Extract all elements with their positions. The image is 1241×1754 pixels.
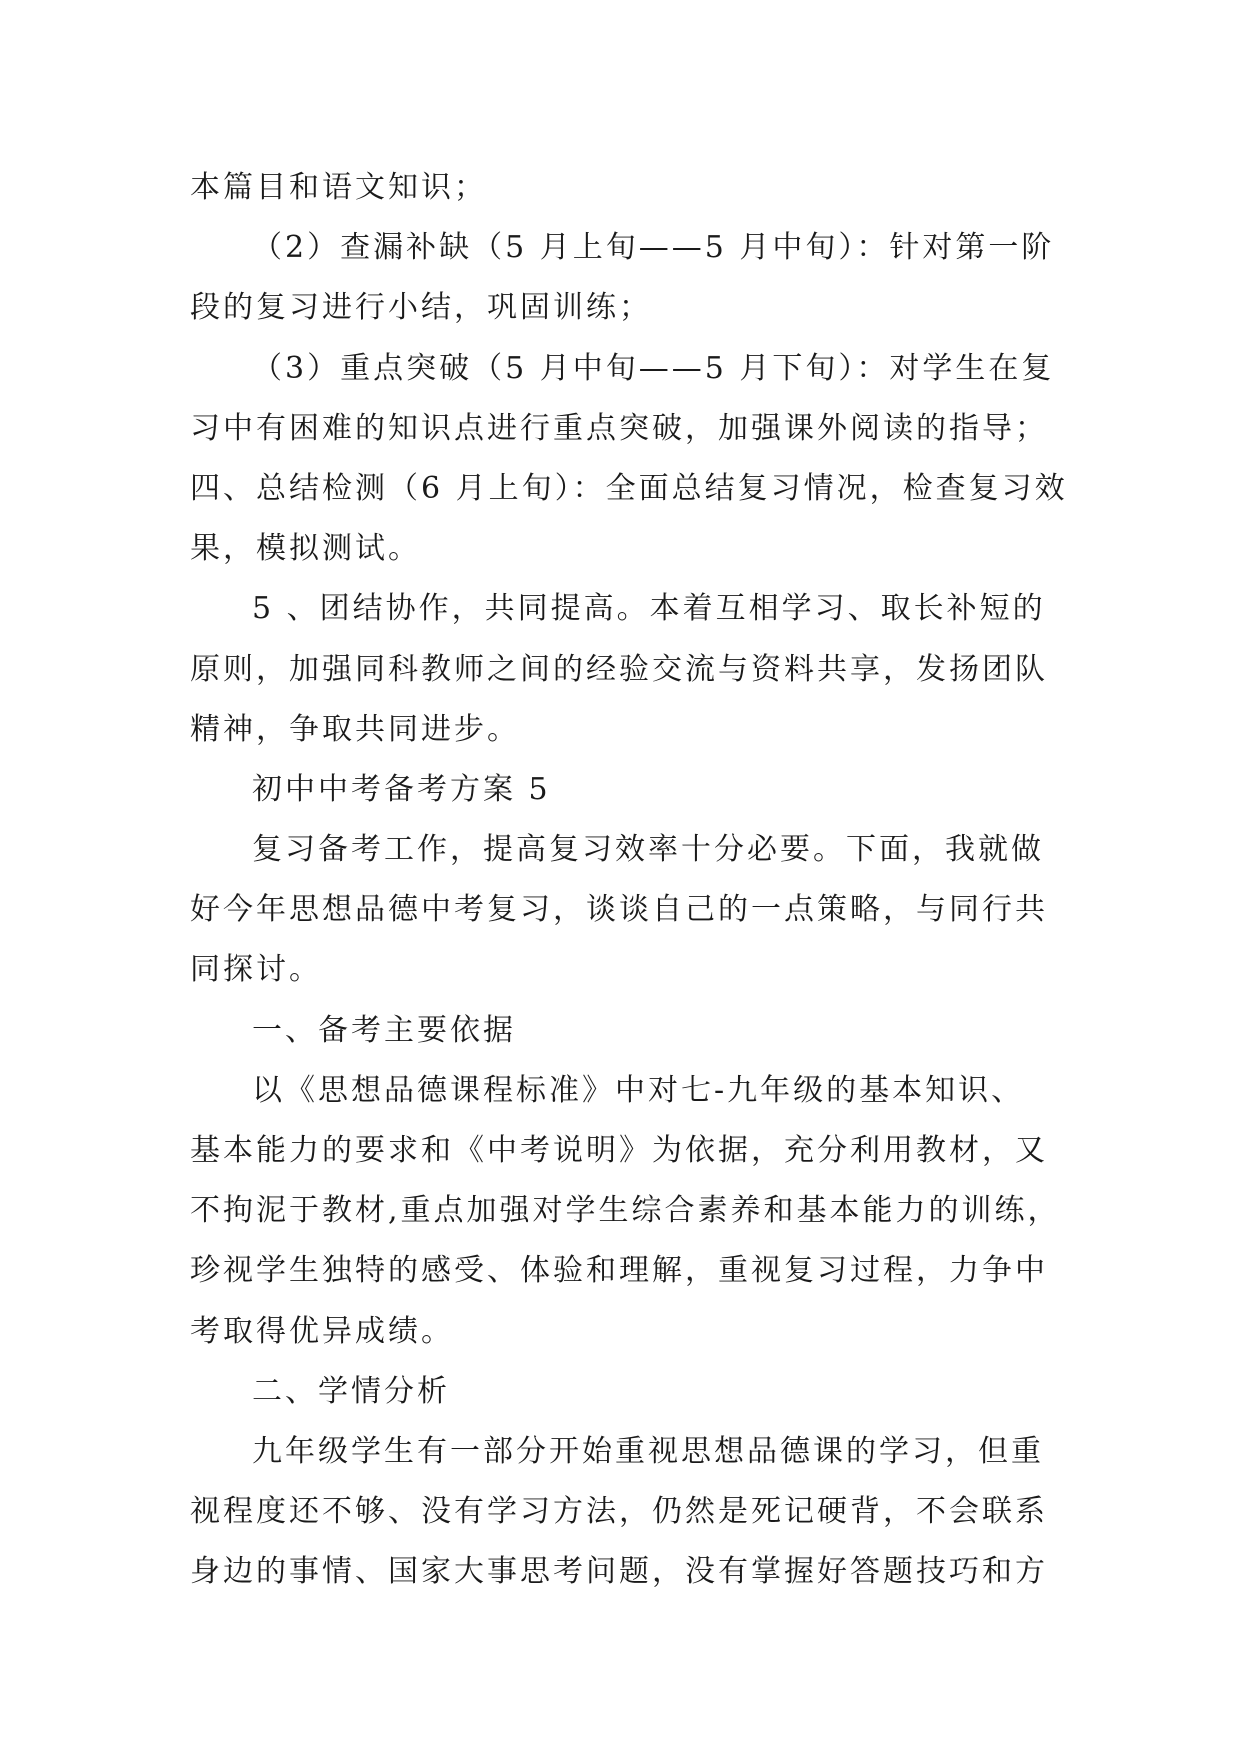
- document-body: [190, 158, 1070, 1603]
- text-line: 不拘泥于教材,重点加强对学生综合素养和基本能力的训练，: [190, 1193, 1061, 1229]
- text-line: 原则，加强同科教师之间的经验交流与资料共享，发扬团队: [190, 651, 1048, 687]
- text-line: 好今年思想品德中考复习，谈谈自己的一点策略，与同行共: [190, 892, 1048, 928]
- text-line: 视程度还不够、没有学习方法，仍然是死记硬背，不会联系: [190, 1494, 1048, 1530]
- text-line: 身边的事情、国家大事思考问题，没有掌握好答题技巧和方: [190, 1554, 1048, 1590]
- text-line: 基本能力的要求和《中考说明》为依据，充分利用教材，又: [190, 1133, 1048, 1168]
- text-line: 初中中考备考方案 5: [252, 771, 551, 807]
- text-line: （2）查漏补缺（5 月上旬——5 月中旬）：针对第一阶: [252, 230, 1055, 266]
- text-line: （3）重点突破（5 月中旬——5 月下旬）：对学生在复: [252, 350, 1055, 386]
- text-line: 果，模拟测试。: [190, 531, 421, 567]
- text-line: 5 、团结协作，共同提高。本着互相学习、取长补短的: [252, 591, 1046, 627]
- text-line: 考取得优异成绩。: [190, 1313, 454, 1349]
- text-line: 习中有困难的知识点进行重点突破，加强课外阅读的指导；: [190, 410, 1048, 446]
- text-line: 精神，争取共同进步。: [190, 711, 520, 747]
- text-line: 一、备考主要依据: [252, 1012, 516, 1048]
- text-line: 同探讨。: [190, 952, 322, 988]
- text-line: 本篇目和语文知识；: [190, 170, 487, 205]
- text-line: 四、总结检测（6 月上旬）：全面总结复习情况，检查复习效: [190, 470, 1068, 506]
- text-line: 珍视学生独特的感受、体验和理解，重视复习过程，力争中: [190, 1253, 1048, 1289]
- text-line: 以《思想品德课程标准》中对七-九年级的基本知识、: [252, 1072, 1025, 1108]
- text-line: 段的复习进行小结，巩固训练；: [190, 290, 652, 326]
- text-line: 复习备考工作，提高复习效率十分必要。下面，我就做: [252, 832, 1044, 868]
- text-line: 二、学情分析: [252, 1373, 450, 1409]
- text-line: 九年级学生有一部分开始重视思想品德课的学习，但重: [252, 1433, 1044, 1469]
